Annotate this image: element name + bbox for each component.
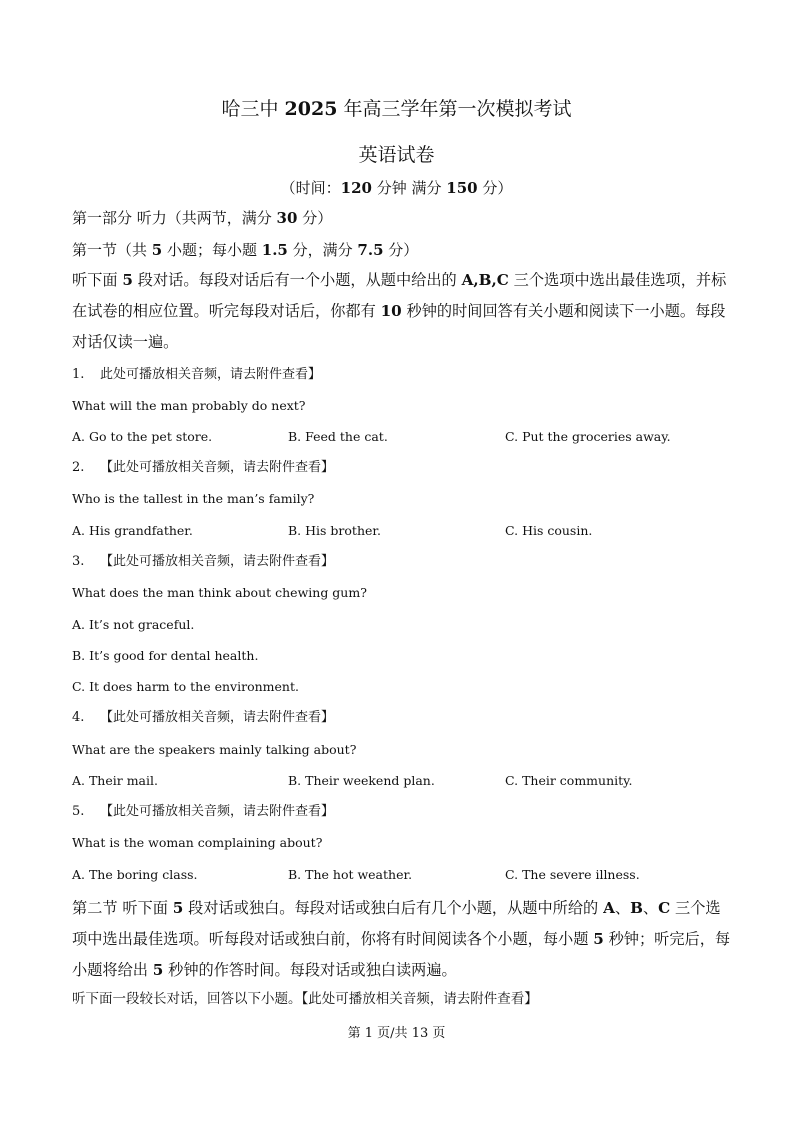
exam-subtitle: 英语试卷 xyxy=(358,144,435,166)
audio-note: 4. 【此处可播放相关音频，请去附件查看】 xyxy=(72,710,335,725)
audio-note: 2. 【此处可播放相关音频，请去附件查看】 xyxy=(72,460,335,475)
question-text: What will the man probably do next? xyxy=(72,398,306,413)
option-b: B. It’s good for dental health. xyxy=(72,648,259,663)
option-b: B. His brother. xyxy=(288,523,381,538)
option-a: A. Go to the pet store. xyxy=(72,429,213,444)
section-instructions: 听下面 5 段对话。每段对话后有一个小题，从题中给出的 A,B,C 三个选项中选出最佳选项，并标在试卷的相应位置。听完每段对话后，你都有 10 秒钟的时间回答有关小题和阅读下一小题。每段对话仅读一遍。 xyxy=(72,271,727,351)
audio-note: 3. 【此处可播放相关音频，请去附件查看】 xyxy=(72,554,335,569)
option-c: C. The severe illness. xyxy=(505,867,640,882)
option-b: B. The hot weather. xyxy=(288,867,413,882)
question-text: What is the woman complaining about? xyxy=(72,835,323,850)
question-text: Who is the tallest in the man’s family? xyxy=(72,491,315,506)
audio-note: 1. 此处可播放相关音频，请去附件查看】 xyxy=(72,367,322,382)
option-b: B. Feed the cat. xyxy=(288,429,388,444)
part-heading: 第一部分 听力（共两节，满分 30 分） xyxy=(72,209,333,227)
option-b: B. Their weekend plan. xyxy=(288,773,435,788)
long-dialogue-note: 听下面一段较长对话，回答以下小题。【此处可播放相关音频，请去附件查看】 xyxy=(72,991,538,1007)
section-two-instructions: 第二节 听下面 5 段对话或独白。每段对话或独白后有几个小题，从题中所给的 A、B、C 三个选项中选出最佳选项。听每段对话或独白前，你将有时间阅读各个小题，每小题 5 秒钟；听完后，每小题将给出 5 秒钟的作答时间。每段对话或独白读两遍。 xyxy=(72,899,731,979)
option-a: A. It’s not graceful. xyxy=(72,617,195,632)
option-a: A. The boring class. xyxy=(72,867,198,882)
question-text: What does the man think about chewing gum? xyxy=(72,585,367,600)
option-c: C. It does harm to the environment. xyxy=(72,679,299,694)
question-text: What are the speakers mainly talking about? xyxy=(72,742,357,757)
option-a: A. His grandfather. xyxy=(72,523,193,538)
page-footer: 第 1 页/共 13 页 xyxy=(347,1026,446,1041)
option-c: C. Their community. xyxy=(505,773,633,788)
exam-title: 哈三中 2025 年高三学年第一次模拟考试 xyxy=(221,98,572,120)
section-heading: 第一节（共 5 小题；每小题 1.5 分，满分 7.5 分） xyxy=(72,241,419,259)
option-c: C. His cousin. xyxy=(505,523,593,538)
exam-time-info: （时间：120 分钟 满分 150 分） xyxy=(280,179,513,197)
option-a: A. Their mail. xyxy=(72,773,158,788)
audio-note: 5. 【此处可播放相关音频，请去附件查看】 xyxy=(72,804,335,819)
option-c: C. Put the groceries away. xyxy=(505,429,671,444)
